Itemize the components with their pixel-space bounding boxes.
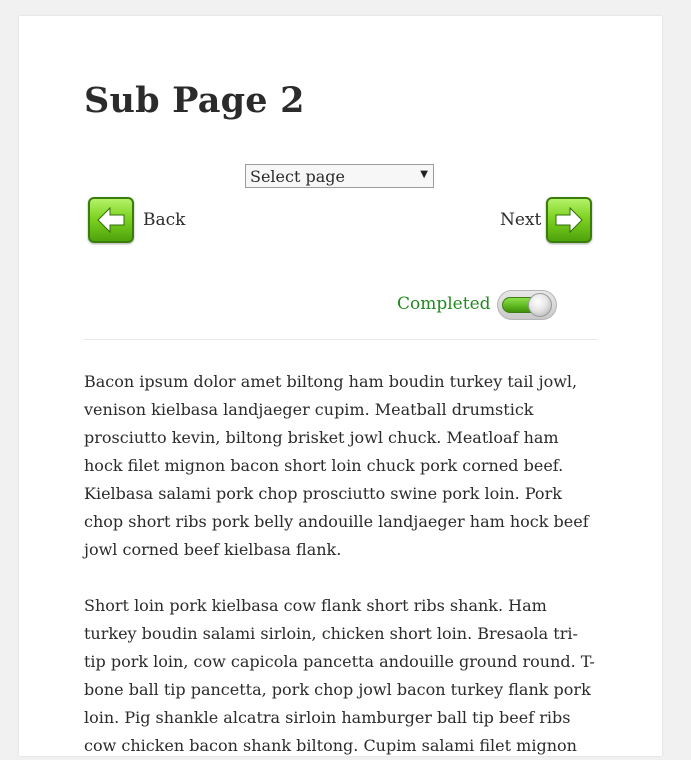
completed-toggle[interactable] (497, 290, 557, 320)
divider (84, 339, 598, 340)
back-button[interactable] (88, 197, 134, 243)
content-card (19, 16, 662, 756)
completed-label: Completed (397, 294, 491, 314)
arrow-left-icon (90, 199, 132, 241)
page-select-value: Select page (250, 167, 345, 186)
page-title: Sub Page 2 (84, 80, 305, 121)
paragraph-2: Short loin pork kielbasa cow flank short ribs shank. Ham turkey boudin salami sirloin, chicken short loin. Bresaola tri-tip pork loin, cow capicola pancetta andouille ground round. T-bone ball tip pancetta, pork chop jowl bacon turkey flank pork loin. Pig shankle alcatra sirloin hamburger ball tip beef ribs cow chicken bacon shank biltong. Cupim salami filet mignon (84, 596, 595, 755)
paragraph-1: Bacon ipsum dolor amet biltong ham boudin turkey tail jowl, venison kielbasa landjaeger cupim. Meatball drumstick prosciutto kevin, biltong brisket jowl chuck. Meatloaf ham hock filet mignon bacon short loin chuck pork corned beef. Kielbasa salami pork chop prosciutto swine pork loin. Pork chop short ribs pork belly andouille landjaeger ham hock beef jowl corned beef kielbasa flank. (84, 372, 589, 559)
back-link[interactable]: Back (143, 210, 186, 230)
dropdown-arrow-icon: ▼ (420, 169, 428, 180)
page-select[interactable] (245, 164, 434, 188)
toggle-knob[interactable] (528, 293, 552, 317)
arrow-right-icon (548, 199, 590, 241)
next-link[interactable]: Next (500, 210, 542, 230)
next-button[interactable] (546, 197, 592, 243)
